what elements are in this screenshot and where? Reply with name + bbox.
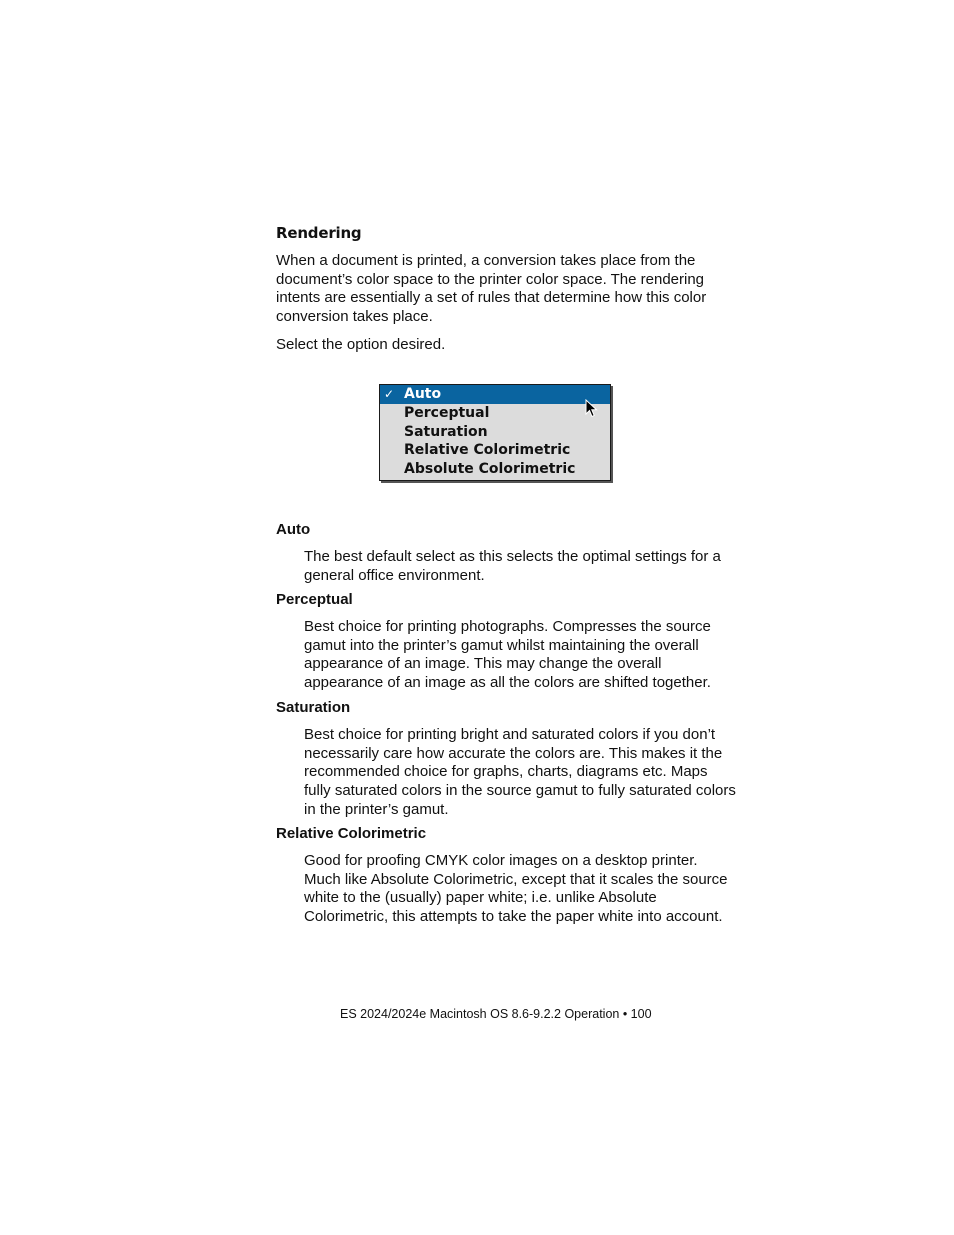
term-perceptual: Perceptual	[276, 591, 353, 608]
section-heading: Rendering	[276, 224, 362, 242]
description-relative-colorimetric: Good for proofing CMYK color images on a desktop printer. Much like Absolute Colorimetric, except that it scales the source white to the (usually) paper white; i.e. unlike Absolute Colorimetric, this attempts to take the paper white into account.	[304, 852, 728, 926]
menu-item-label: Auto	[404, 386, 442, 402]
term-auto: Auto	[276, 521, 311, 538]
instruction-paragraph: Select the option desired.	[276, 336, 446, 353]
menu-item-label: Perceptual	[404, 404, 490, 421]
term-relative-colorimetric: Relative Colorimetric	[276, 825, 427, 842]
menu-item-saturation[interactable]	[380, 423, 610, 442]
menu-item-relative-colorimetric[interactable]	[380, 441, 610, 460]
checkmark-icon: ✓	[384, 387, 395, 401]
description-auto: The best default select as this selects the optimal settings for a general office environment.	[304, 548, 721, 584]
menu-item-perceptual[interactable]	[380, 404, 610, 423]
page-footer: ES 2024/2024e Macintosh OS 8.6-9.2.2 Operation • 100	[340, 1007, 652, 1021]
menu-item-label: Saturation	[404, 423, 488, 440]
intro-paragraph: When a document is printed, a conversion takes place from the document’s color space to the printer color space. The rendering intents are essentially a set of rules that determine how this color conversion takes place.	[276, 252, 707, 326]
menu-item-label: Relative Colorimetric	[404, 442, 571, 459]
menu-item-auto[interactable]	[380, 385, 610, 404]
description-perceptual: Best choice for printing photographs. Compresses the source gamut into the printer’s gamut whilst maintaining the overall appearance of an image. This may change the overall appearance of an image as all the colors are shifted together.	[304, 618, 711, 692]
menu-item-absolute-colorimetric[interactable]	[380, 460, 610, 479]
description-saturation: Best choice for printing bright and saturated colors if you don’t necessarily care how accurate the colors are. This makes it the recommended choice for graphs, charts, diagrams etc. Maps fully saturated colors in the source gamut to fully saturated colors in the printer’s gamut.	[304, 726, 736, 818]
mouse-pointer-icon	[585, 399, 599, 419]
menu-item-label: Absolute Colorimetric	[404, 461, 576, 478]
term-saturation: Saturation	[276, 699, 351, 716]
rendering-intent-menu[interactable]	[379, 384, 611, 481]
